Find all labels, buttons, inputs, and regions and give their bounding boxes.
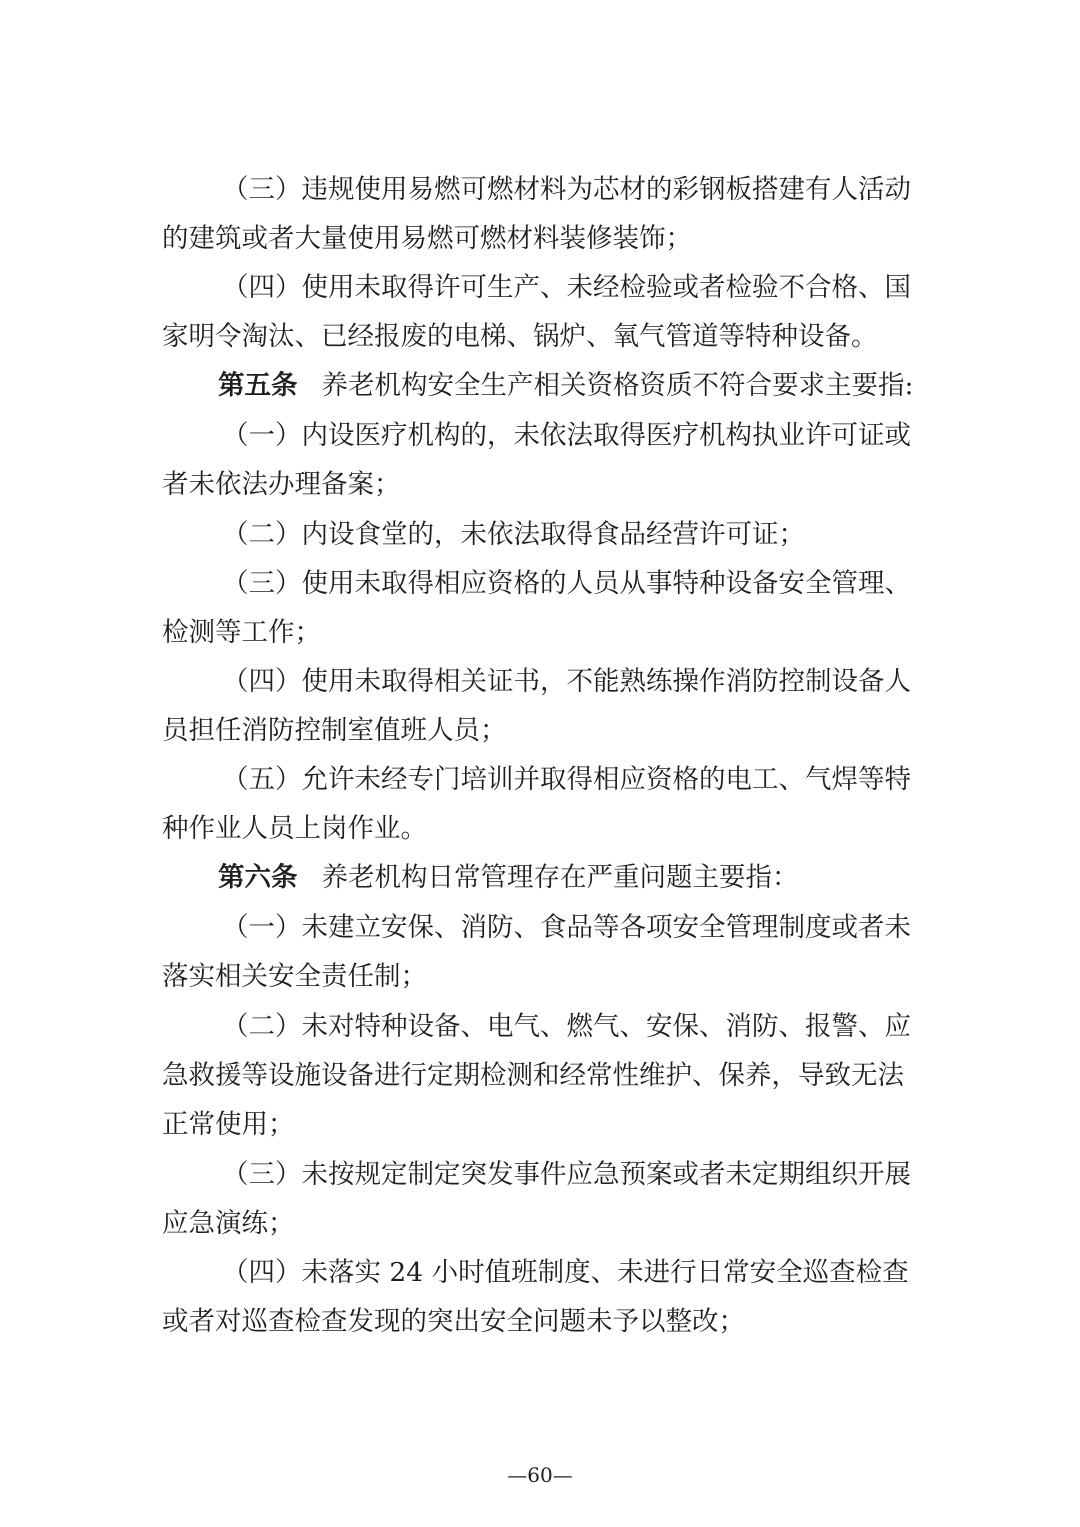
- text-line: （三）违规使用易燃可燃材料为芯材的彩钢板搭建有人活动: [222, 174, 911, 205]
- text-line: 检测等工作；: [162, 617, 321, 648]
- text-line: （一）内设医疗机构的，未依法取得医疗机构执业许可证或: [222, 420, 911, 451]
- text-line: 正常使用；: [162, 1109, 295, 1140]
- text-line: （二）未对特种设备、电气、燃气、安保、消防、报警、应: [222, 1011, 911, 1042]
- text-line: （三）使用未取得相应资格的人员从事特种设备安全管理、: [222, 568, 911, 599]
- text-line: （四）使用未取得许可生产、未经检验或者检验不合格、国: [222, 272, 911, 303]
- text-line: 急救援等设施设备进行定期检测和经常性维护、保养，导致无法: [162, 1060, 904, 1091]
- text-line: 或者对巡查检查发现的突出安全问题未予以整改；: [162, 1306, 745, 1337]
- text-line: 者未依法办理备案；: [162, 469, 401, 500]
- text-line: 种作业人员上岗作业。: [162, 813, 427, 844]
- page-number: —60—: [507, 1463, 573, 1487]
- article-six-text: 养老机构日常管理存在严重问题主要指：: [321, 862, 799, 893]
- text-line: 应急演练；: [162, 1208, 295, 1239]
- text-line: 家明令淘汰、已经报废的电梯、锅炉、氧气管道等特种设备。: [162, 321, 878, 352]
- text-line: （一）未建立安保、消防、食品等各项安全管理制度或者未: [222, 912, 911, 943]
- text-line: （三）未按规定制定突发事件应急预案或者未定期组织开展: [222, 1159, 911, 1190]
- text-line: （四）使用未取得相关证书，不能熟练操作消防控制设备人: [222, 666, 911, 697]
- text-line: 员担任消防控制室值班人员；: [162, 715, 507, 746]
- article-five-label: 第五条: [218, 370, 298, 401]
- article-six-label: 第六条: [218, 862, 298, 893]
- text-line: （二）内设食堂的，未依法取得食品经营许可证；: [222, 519, 805, 550]
- article-six-line: [218, 858, 799, 898]
- article-five-line: [218, 366, 913, 406]
- text-line: （四）未落实 24 小时值班制度、未进行日常安全巡查检查: [222, 1257, 909, 1288]
- article-five-text: 养老机构安全生产相关资格资质不符合要求主要指:: [321, 370, 914, 401]
- text-line: （五）允许未经专门培训并取得相应资格的电工、气焊等特: [222, 764, 911, 795]
- text-line: 的建筑或者大量使用易燃可燃材料装修装饰；: [162, 223, 692, 254]
- text-line: 落实相关安全责任制；: [162, 961, 427, 992]
